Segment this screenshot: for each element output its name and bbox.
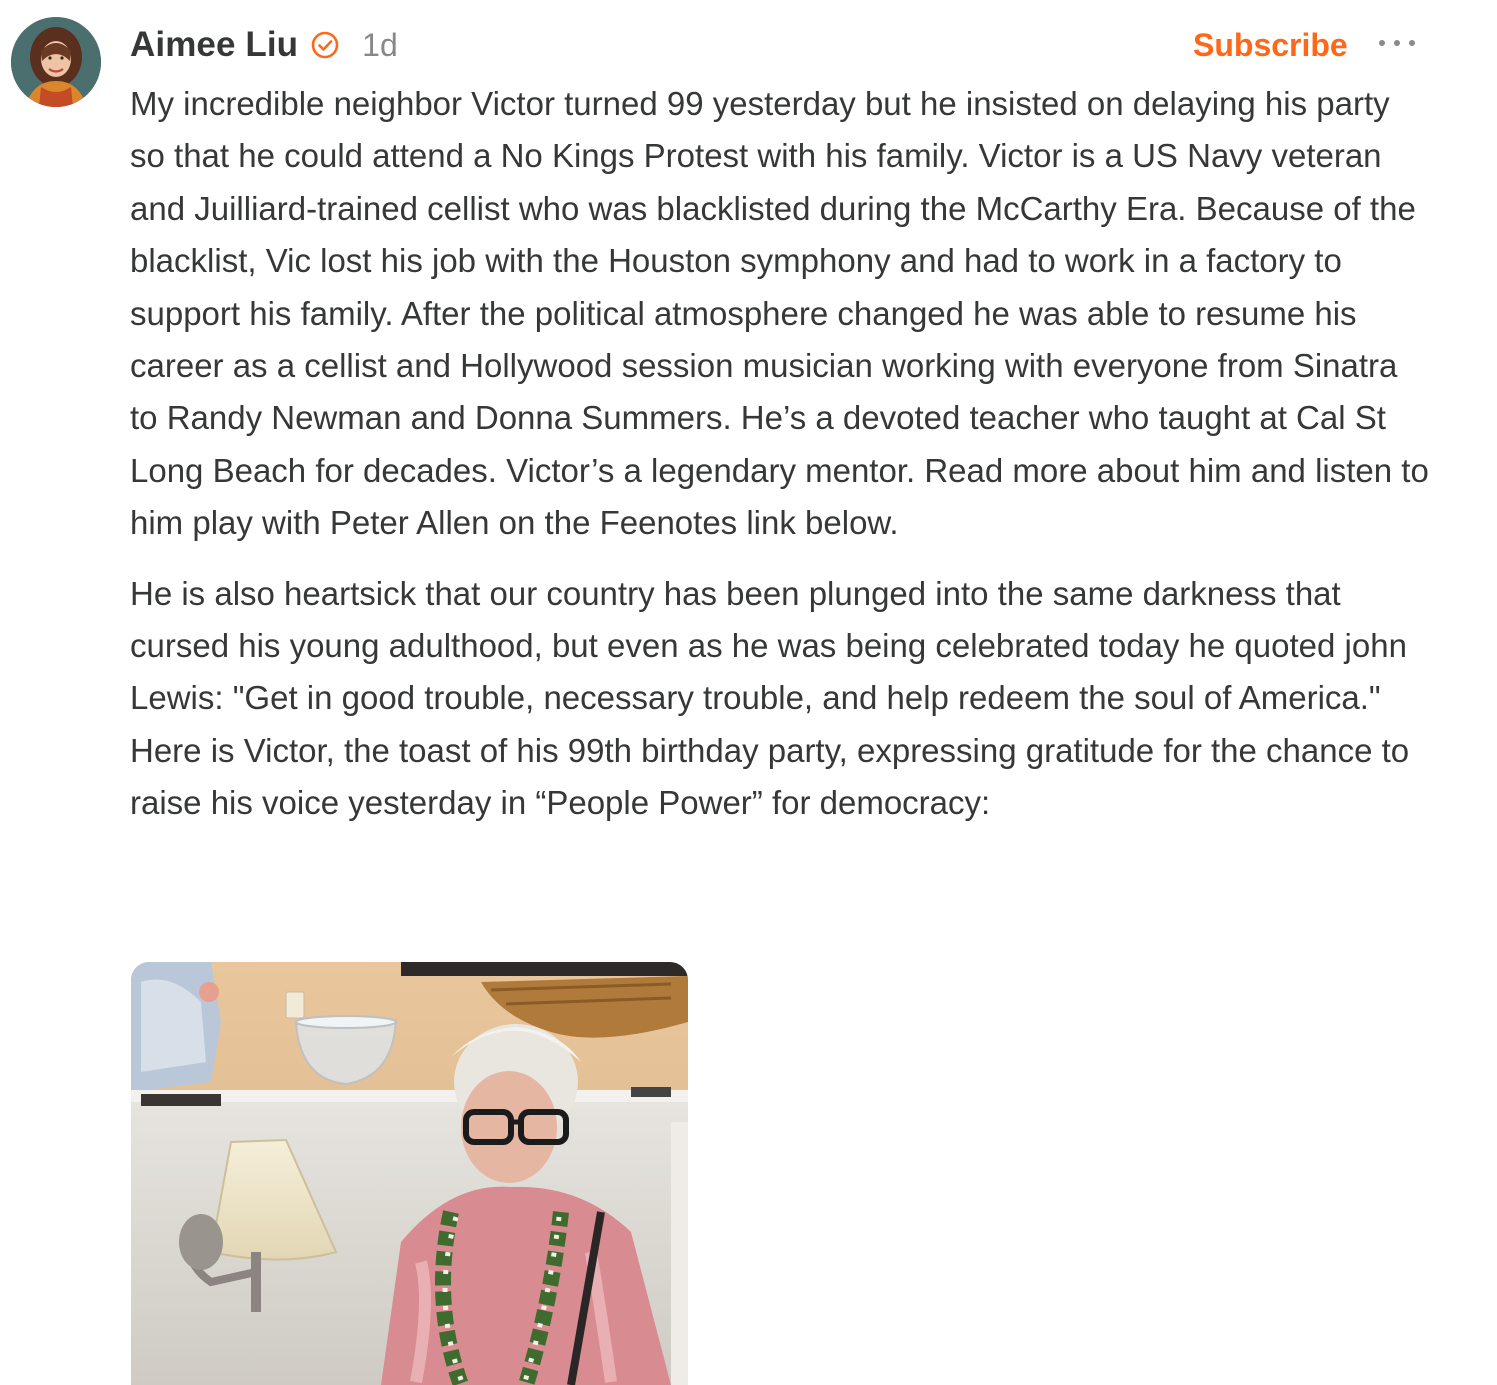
post-body [130, 78, 1430, 830]
more-dot [1394, 40, 1400, 46]
avatar-image [11, 17, 101, 107]
author-avatar[interactable] [11, 17, 101, 107]
more-options-icon[interactable] [1379, 30, 1415, 56]
party-photo-image [131, 962, 688, 1385]
subscribe-button[interactable]: Subscribe [1193, 23, 1348, 67]
more-dot [1409, 40, 1415, 46]
post-photo[interactable] [131, 962, 688, 1385]
verified-badge-icon [310, 30, 340, 60]
post-paragraph: He is also heartsick that our country has been plunged into the same darkness that cursed his young adulthood, but even as he was being celebrated today he quoted john Lewis: "Get in good trouble, necessary trouble, and help redeem the soul of America." Here is Victor, the toast of his 99th birthday party, expressing gratitude for the chance to raise his voice yesterday in “People Power” for democracy: [130, 574, 1410, 822]
post-timestamp[interactable]: 1d [362, 26, 398, 63]
author-name[interactable]: Aimee Liu [130, 25, 299, 64]
post-header [130, 22, 398, 68]
more-dot [1379, 40, 1385, 46]
post-paragraph: My incredible neighbor Victor turned 99 yesterday but he insisted on delaying his party so that he could attend a No Kings Protest with his family. Victor is a US Navy veteran and Juilliard-trained cellist who was blacklisted during the McCarthy Era. Because of the blacklist, Vic lost his job with the Houston symphony and had to work in a factory to support his family. After the political atmosphere changed he was able to resume his career as a cellist and Hollywood session musician working with everyone from Sinatra to Randy Newman and Donna Summers. He’s a devoted teacher who taught at Cal St Long Beach for decades. Victor’s a legendary mentor. Read more about him and listen to him play with Peter Allen on the Feenotes link below. [130, 85, 1429, 542]
